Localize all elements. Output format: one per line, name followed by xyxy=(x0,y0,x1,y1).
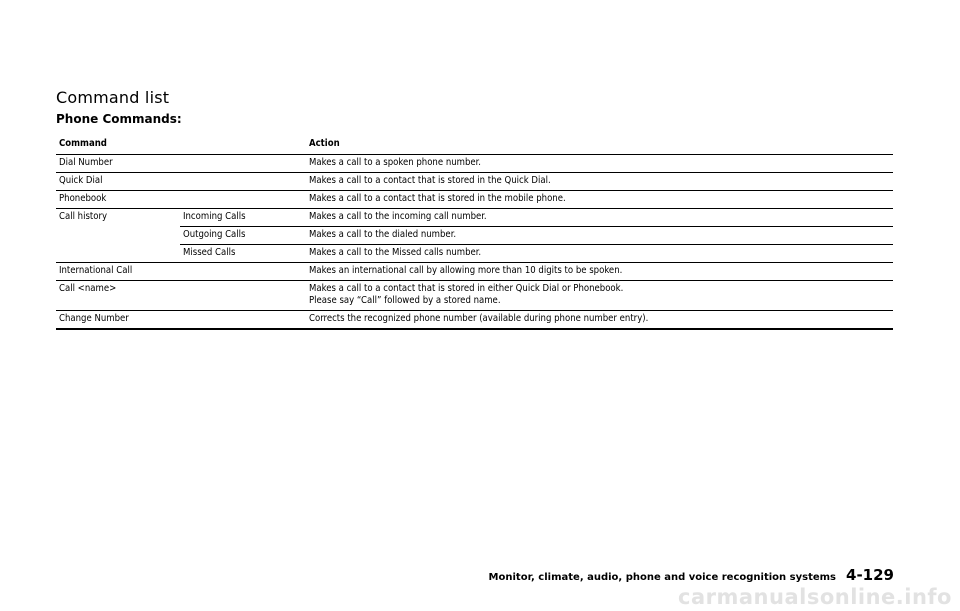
command-cell: Call <name> xyxy=(56,281,306,311)
subcommand-cell: Incoming Calls xyxy=(180,209,306,227)
watermark: carmanualsonline.info xyxy=(678,585,952,609)
command-cell: Quick Dial xyxy=(56,173,306,191)
table-row xyxy=(56,155,893,173)
action-cell: Makes a call to a contact that is stored in the Quick Dial. xyxy=(306,173,893,191)
subsection-title: Phone Commands: xyxy=(56,112,182,126)
command-cell: Phonebook xyxy=(56,191,306,209)
table-row xyxy=(56,209,893,227)
table-row xyxy=(56,245,893,263)
action-cell: Makes a call to the Missed calls number. xyxy=(306,245,893,263)
table-header-row xyxy=(56,134,893,155)
table-row xyxy=(56,227,893,245)
subcommand-cell: Outgoing Calls xyxy=(180,227,306,245)
action-line: Please say “Call” followed by a stored name. xyxy=(309,295,501,306)
table-row xyxy=(56,311,893,330)
section-title: Command list xyxy=(56,88,170,107)
command-cell: Call history xyxy=(56,209,180,263)
command-cell: Dial Number xyxy=(56,155,306,173)
chapter-title: Monitor, climate, audio, phone and voice recognition systems xyxy=(488,572,837,583)
command-cell: Change Number xyxy=(59,313,129,324)
header-command: Command xyxy=(56,134,306,155)
action-cell: Makes a call to a spoken phone number. xyxy=(306,155,893,173)
action-cell: Makes a call to a contact that is stored in the mobile phone. xyxy=(306,191,893,209)
table-row xyxy=(56,263,893,281)
subcommand-cell: Missed Calls xyxy=(180,245,306,263)
table-row xyxy=(56,281,893,311)
action-line: Makes a call to a contact that is stored in either Quick Dial or Phonebook. xyxy=(309,283,624,294)
action-cell xyxy=(306,281,893,311)
table-row xyxy=(56,191,893,209)
action-cell: Makes an international call by allowing more than 10 digits to be spoken. xyxy=(306,263,893,281)
page-footer xyxy=(489,566,894,584)
table-row xyxy=(56,173,893,191)
page-number: 4-129 xyxy=(846,566,894,584)
action-cell: Corrects the recognized phone number (available during phone number entry). xyxy=(309,313,649,324)
phone-commands-table xyxy=(56,134,893,330)
command-cell: International Call xyxy=(56,263,306,281)
action-cell: Makes a call to the incoming call number. xyxy=(306,209,893,227)
action-cell: Makes a call to the dialed number. xyxy=(306,227,893,245)
header-action: Action xyxy=(306,134,893,155)
